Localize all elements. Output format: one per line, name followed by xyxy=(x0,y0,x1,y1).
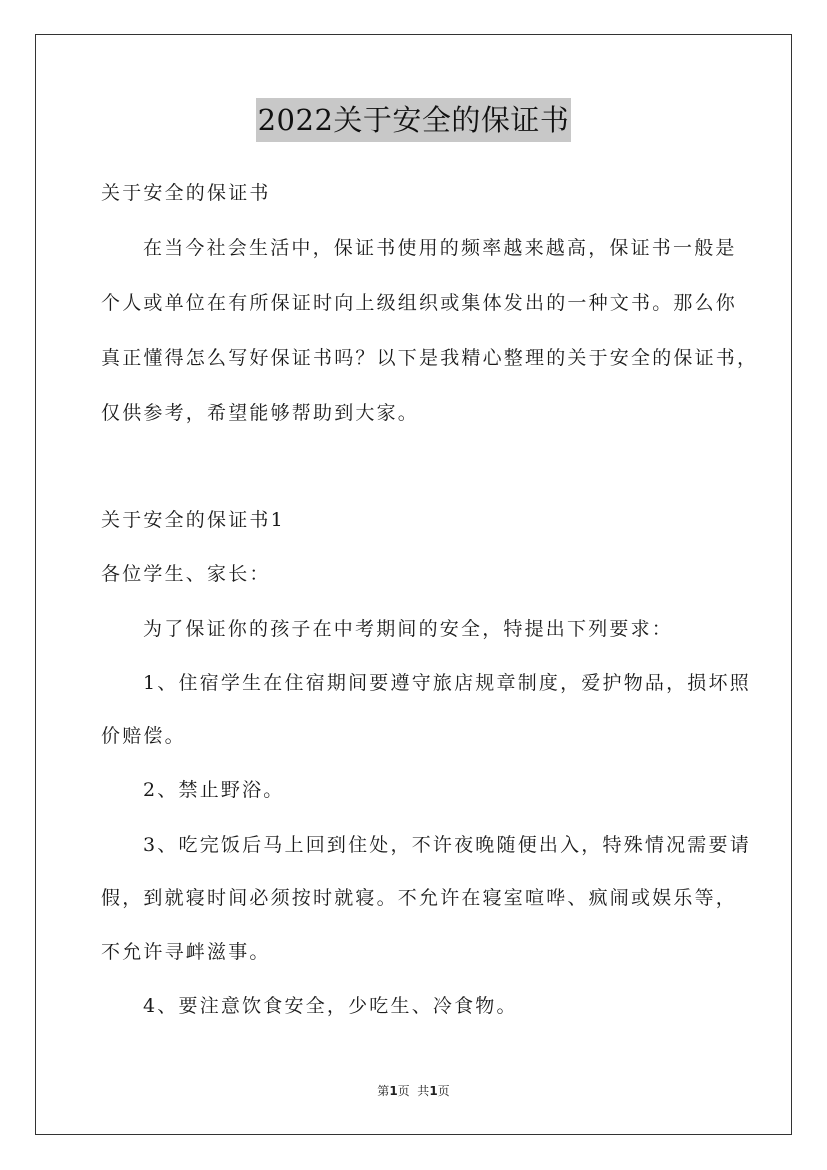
section-heading: 关于安全的保证书 xyxy=(101,182,271,204)
body-line-8: 4、要注意饮食安全，少吃生、冷食物。 xyxy=(143,995,518,1017)
body-line-3: 价赔偿。 xyxy=(101,725,186,747)
footer-page-total: 1 xyxy=(429,1084,438,1098)
body-line-2: 1、住宿学生在住宿期间要遵守旅店规章制度，爱护物品，损坏照 xyxy=(143,672,751,694)
body-line-1: 为了保证你的孩子在中考期间的安全，特提出下列要求： xyxy=(143,618,674,640)
page-footer xyxy=(0,1083,827,1099)
footer-page-prefix: 第 xyxy=(377,1084,390,1098)
footer-page-mid: 页 共 xyxy=(397,1084,430,1098)
body-line-6: 假，到就寝时间必须按时就寝。不允许在寝室喧哗、疯闹或娱乐等， xyxy=(101,887,738,909)
footer-page-current: 1 xyxy=(389,1084,398,1098)
salutation: 各位学生、家长： xyxy=(101,563,271,585)
intro-line-4: 仅供参考，希望能够帮助到大家。 xyxy=(101,402,420,424)
section-title: 关于安全的保证书1 xyxy=(101,509,285,531)
intro-line-3: 真正懂得怎么写好保证书吗？以下是我精心整理的关于安全的保证书， xyxy=(101,347,759,369)
body-line-5: 3、吃完饭后马上回到住处，不许夜晚随便出入，特殊情况需要请 xyxy=(143,834,751,856)
footer-page-suffix: 页 xyxy=(437,1084,450,1098)
title-container xyxy=(0,98,827,142)
intro-line-1: 在当今社会生活中，保证书使用的频率越来越高，保证书一般是 xyxy=(143,237,737,259)
body-line-4: 2、禁止野浴。 xyxy=(143,779,285,801)
intro-line-2: 个人或单位在有所保证时向上级组织或集体发出的一种文书。那么你 xyxy=(101,292,738,314)
document-title: 2022关于安全的保证书 xyxy=(256,98,572,142)
body-line-7: 不允许寻衅滋事。 xyxy=(101,941,271,963)
